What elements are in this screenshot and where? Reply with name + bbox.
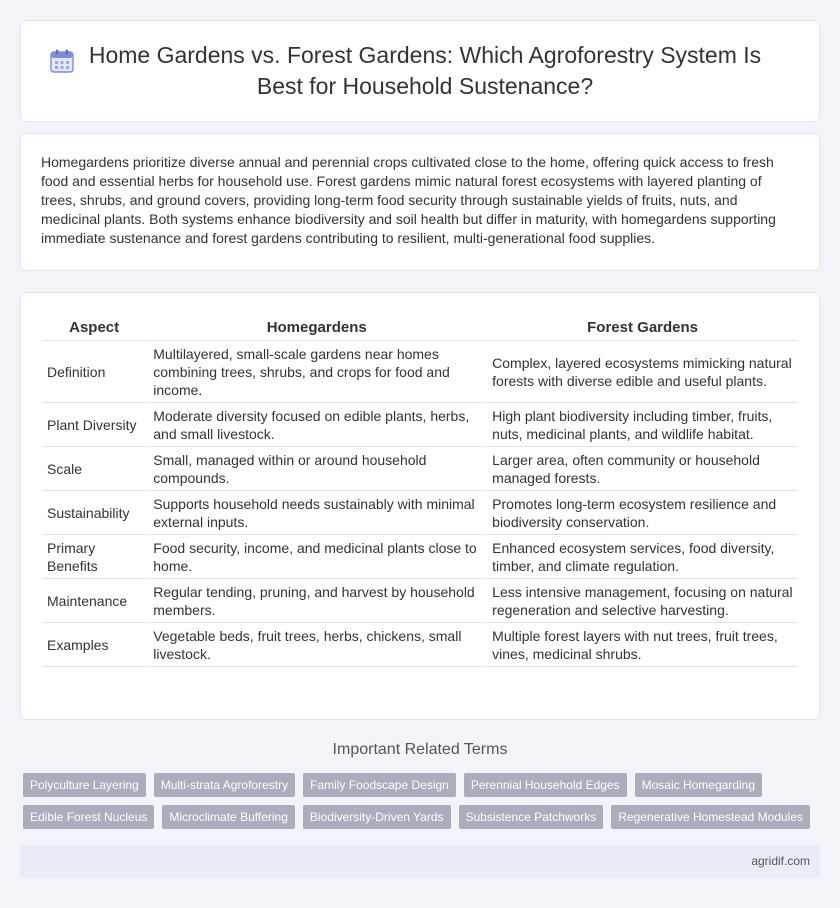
table-header-row	[42, 313, 798, 341]
homegardens-cell: Vegetable beds, fruit trees, herbs, chickens, small livestock.	[148, 623, 485, 667]
tag-mosaic-homegarding[interactable]: Mosaic Homegarding	[635, 773, 762, 797]
comparison-table	[40, 313, 800, 667]
page-title: Home Gardens vs. Forest Gardens: Which Agroforestry System Is Best for Household Sustenance?	[88, 42, 762, 99]
comparison-card	[20, 292, 820, 720]
aspect-cell: Maintenance	[42, 579, 146, 623]
forest-gardens-cell: Less intensive management, focusing on natural regeneration and selective harvesting.	[487, 579, 798, 623]
homegardens-cell: Multilayered, small-scale gardens near homes combining trees, shrubs, and crops for food and income.	[148, 341, 485, 403]
title-wrap	[61, 40, 779, 102]
table-row	[42, 535, 798, 579]
tag-subsistence-patchworks[interactable]: Subsistence Patchworks	[459, 805, 604, 829]
intro-paragraph: Homegardens prioritize diverse annual and perennial crops cultivated close to the home, offering quick access to fresh food and essential herbs for household use. Forest gardens mimic natural forest ecosystems with layered planting of trees, shrubs, and ground covers, providing long-term food security through sustainable yields of fruits, nuts, and medicinal plants. Both systems enhance biodiversity and soil health but differ in maturity, with homegardens supporting immediate sustenance and forest gardens contributing to resilient, multi-generational food supplies.	[41, 154, 776, 246]
table-row	[42, 579, 798, 623]
forest-gardens-cell: Complex, layered ecosystems mimicking natural forests with diverse edible and useful plants.	[487, 341, 798, 403]
header-forest-gardens: Forest Gardens	[487, 313, 798, 341]
related-terms-title: Important Related Terms	[332, 741, 508, 758]
tag-family-foodscape-design[interactable]: Family Foodscape Design	[303, 773, 456, 797]
forest-gardens-cell: Multiple forest layers with nut trees, fruit trees, vines, medicinal shrubs.	[487, 623, 798, 667]
tag-microclimate-buffering[interactable]: Microclimate Buffering	[162, 805, 295, 829]
tag-multi-strata-agroforestry[interactable]: Multi-strata Agroforestry	[154, 773, 295, 797]
forest-gardens-cell: High plant biodiversity including timber, fruits, nuts, medicinal plants, and wildlife habitat.	[487, 403, 798, 447]
aspect-cell: Primary Benefits	[42, 535, 146, 579]
forest-gardens-cell: Enhanced ecosystem services, food diversity, timber, and climate regulation.	[487, 535, 798, 579]
footer-site-link[interactable]: agridif.com	[751, 854, 810, 868]
tag-biodiversity-driven-yards[interactable]: Biodiversity-Driven Yards	[303, 805, 451, 829]
homegardens-cell: Small, managed within or around household compounds.	[148, 447, 485, 491]
tag-regenerative-homestead-modules[interactable]: Regenerative Homestead Modules	[611, 805, 810, 829]
footer	[20, 845, 820, 878]
title-card	[20, 20, 820, 122]
aspect-cell: Definition	[42, 341, 146, 403]
aspect-cell: Plant Diversity	[42, 403, 146, 447]
aspect-cell: Sustainability	[42, 491, 146, 535]
table-row	[42, 403, 798, 447]
aspect-cell: Examples	[42, 623, 146, 667]
tag-edible-forest-nucleus[interactable]: Edible Forest Nucleus	[23, 805, 154, 829]
header-aspect: Aspect	[42, 313, 146, 341]
homegardens-cell: Supports household needs sustainably with minimal external inputs.	[148, 491, 485, 535]
aspect-cell: Scale	[42, 447, 146, 491]
table-row	[42, 341, 798, 403]
related-terms-tags	[23, 773, 823, 837]
intro-card	[20, 133, 820, 271]
table-row	[42, 491, 798, 535]
calendar-icon	[49, 48, 75, 74]
tag-row	[23, 805, 823, 829]
homegardens-cell: Food security, income, and medicinal plants close to home.	[148, 535, 485, 579]
tag-row	[23, 773, 823, 797]
tag-polyculture-layering[interactable]: Polyculture Layering	[23, 773, 146, 797]
header-homegardens: Homegardens	[148, 313, 485, 341]
tag-perennial-household-edges[interactable]: Perennial Household Edges	[464, 773, 627, 797]
homegardens-cell: Regular tending, pruning, and harvest by household members.	[148, 579, 485, 623]
forest-gardens-cell: Promotes long-term ecosystem resilience and biodiversity conservation.	[487, 491, 798, 535]
table-row	[42, 623, 798, 667]
table-row	[42, 447, 798, 491]
forest-gardens-cell: Larger area, often community or household managed forests.	[487, 447, 798, 491]
homegardens-cell: Moderate diversity focused on edible plants, herbs, and small livestock.	[148, 403, 485, 447]
